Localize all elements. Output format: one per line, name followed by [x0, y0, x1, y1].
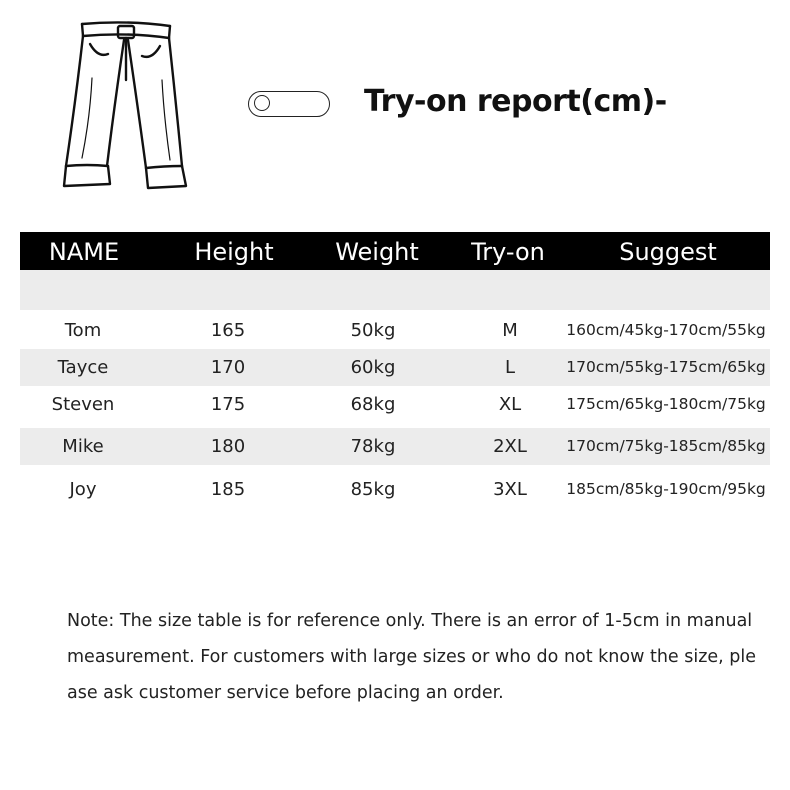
cell-suggest: 185cm/85kg-190cm/95kg	[566, 480, 766, 498]
cell-suggest: 170cm/75kg-185cm/85kg	[566, 437, 766, 455]
cell-name: Joy	[69, 479, 97, 500]
column-header-tryon: Try-on	[471, 238, 545, 266]
cell-name: Tom	[64, 320, 102, 341]
note-line: Note: The size table is for reference only. There is an error of 1-5cm in manual	[67, 611, 753, 631]
note-line: measurement. For customers with large sizes or who do not know the size, ple	[67, 647, 757, 667]
cell-tryon: 2XL	[493, 436, 527, 457]
cell-tryon: XL	[498, 394, 522, 415]
column-header-weight: Weight	[335, 238, 419, 266]
table-header	[20, 232, 770, 270]
size-note	[67, 603, 757, 711]
cell-tryon: L	[504, 357, 516, 378]
toggle-icon	[248, 91, 330, 117]
cell-tryon: 3XL	[493, 479, 527, 500]
pants-icon	[52, 18, 200, 196]
cell-weight: 85kg	[350, 479, 396, 500]
table-row	[20, 471, 770, 508]
cell-name: Tayce	[57, 357, 109, 378]
column-header-suggest: Suggest	[619, 238, 717, 266]
cell-name: Mike	[62, 436, 104, 457]
cell-weight: 68kg	[350, 394, 396, 415]
note-line: ase ask customer service before placing an order.	[67, 683, 504, 703]
toggle-knob	[254, 95, 270, 111]
table-row	[20, 349, 770, 386]
cell-height: 175	[210, 394, 246, 415]
table-row	[20, 428, 770, 465]
cell-height: 180	[210, 436, 246, 457]
cell-suggest: 175cm/65kg-180cm/75kg	[566, 395, 766, 413]
table-row	[20, 386, 770, 423]
table-row	[20, 312, 770, 349]
cell-height: 165	[210, 320, 246, 341]
cell-height: 170	[210, 357, 246, 378]
column-header-name: NAME	[48, 238, 120, 266]
cell-suggest: 160cm/45kg-170cm/55kg	[566, 321, 766, 339]
header-band	[20, 270, 770, 310]
cell-tryon: M	[502, 320, 518, 341]
column-header-height: Height	[194, 238, 274, 266]
cell-weight: 60kg	[350, 357, 396, 378]
cell-height: 185	[210, 479, 246, 500]
cell-weight: 78kg	[350, 436, 396, 457]
page-title: Try-on report(cm)-	[364, 84, 667, 119]
cell-weight: 50kg	[350, 320, 396, 341]
cell-suggest: 170cm/55kg-175cm/65kg	[566, 358, 766, 376]
cell-name: Steven	[51, 394, 115, 415]
